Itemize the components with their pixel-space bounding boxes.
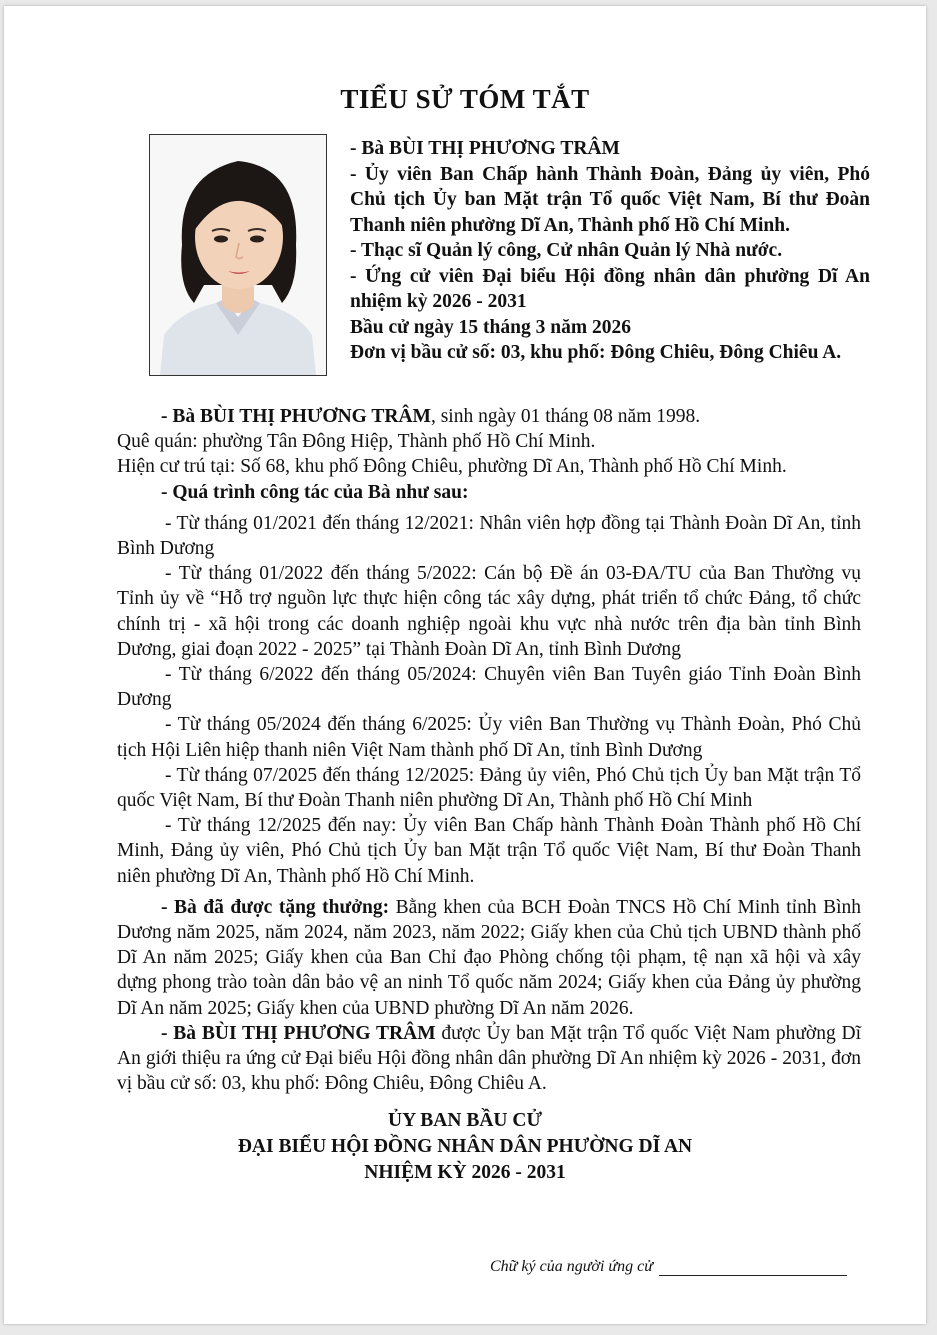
portrait-image [150,135,326,375]
hometown: Quê quán: phường Tân Đông Hiệp, Thành phố Hồ Chí Minh. [117,431,596,453]
summary-positions: - Ủy viên Ban Chấp hành Thành Đoàn, Đảng ủy viên, Phó Chủ tịch Ủy ban Mặt trận Tổ quốc Việt Nam, Bí thư Đoàn Thanh niên phường Dĩ An, Thành phố Hồ Chí Minh. [350,163,870,236]
career-item: - Từ tháng 01/2022 đến tháng 5/2022: Cán bộ Đề án 03-ĐA/TU của Ban Thường vụ Tỉnh ủy về “Hỗ trợ nguồn lực thực hiện công tác xây dựng, phát triển tổ chức Đảng, tổ chức chính trị - xã hội trong các doanh nghiệp ngoài khu vực nhà nước trên địa bàn tỉnh Bình Dương, giai đoạn 2022 - 2025” tại Thành Đoàn Dĩ An, tỉnh Bình Dương [117,563,861,660]
nomination-text: được Ủy ban Mặt trận Tổ quốc Việt Nam phường Dĩ An giới thiệu ra ứng cử Đại biểu Hội đồng nhân dân phường Dĩ An nhiệm kỳ 2026 - 2031, đơn vị bầu cử số: 03, khu phố: Đông Chiêu, Đông Chiêu A. [117,1022,861,1095]
nomination-name: - Bà BÙI THỊ PHƯƠNG TRÂM [161,1022,436,1044]
committee-line-1: ỦY BAN BẦU CỬ [387,1110,542,1131]
career-heading: - Quá trình công tác của Bà như sau: [161,481,469,503]
document-page [4,6,926,1324]
summary-candidacy: - Ứng cử viên Đại biểu Hội đồng nhân dân phường Dĩ An nhiệm kỳ 2026 - 2031 [350,265,870,312]
career-item: - Từ tháng 01/2021 đến tháng 12/2021: Nhân viên hợp đồng tại Thành Đoàn Dĩ An, tỉnh Bình Dương [117,512,861,560]
election-committee [4,1108,926,1186]
summary-unit: Đơn vị bầu cử số: 03, khu phố: Đông Chiêu, Đông Chiêu A. [350,342,842,363]
signature-label: Chữ ký của người ứng cử [490,1258,653,1275]
committee-line-3: NHIỆM KỲ 2026 - 2031 [364,1162,566,1183]
intro-birth: , sinh ngày 01 tháng 08 năm 1998. [430,406,701,427]
career-item: - Từ tháng 07/2025 đến tháng 12/2025: Đảng ủy viên, Phó Chủ tịch Ủy ban Mặt trận Tổ quốc Việt Nam, Bí thư Đoàn Thanh niên phường Dĩ An, Thành phố Hồ Chí Minh [117,764,861,812]
career-item: - Từ tháng 6/2022 đến tháng 05/2024: Chuyên viên Ban Tuyên giáo Tỉnh Đoàn Bình Dương [117,664,861,711]
residence: Hiện cư trú tại: Số 68, khu phố Đông Chiêu, phường Dĩ An, Thành phố Hồ Chí Minh. [117,456,787,478]
awards-text: Bằng khen của BCH Đoàn TNCS Hồ Chí Minh tỉnh Bình Dương năm 2025, năm 2024, năm 2023, năm 2022; Giấy khen của Chủ tịch UBND thành phố Dĩ An năm 2025; Giấy khen của Ban Chỉ đạo Phòng chống tội phạm, tệ nạn xã hội và xây dựng phong trào toàn dân bảo vệ an ninh Tổ quốc năm 2024; Giấy khen của Đảng ủy phường Dĩ An năm 2025; Giấy khen của UBND phường Dĩ An năm 2026. [117,896,862,1019]
summary-degrees: - Thạc sĩ Quản lý công, Cử nhân Quản lý Nhà nước. [350,240,783,261]
awards-paragraph [117,895,861,1021]
nomination-paragraph [117,1021,861,1097]
awards-label: - Bà đã được tặng thưởng: [161,896,390,918]
career-item: - Từ tháng 05/2024 đến tháng 6/2025: Ủy viên Ban Thường vụ Thành Đoàn, Phó Chủ tịch Hội Liên hiệp thanh niên Việt Nam thành phố Dĩ An, tỉnh Bình Dương [117,714,861,761]
committee-line-2: ĐẠI BIỂU HỘI ĐỒNG NHÂN DÂN PHƯỜNG DĨ AN [237,1136,693,1157]
career-item: - Từ tháng 12/2025 đến nay: Ủy viên Ban Chấp hành Thành Đoàn Thành phố Hồ Chí Minh, Đảng ủy viên, Phó Chủ tịch Ủy ban Mặt trận Tổ quốc Việt Nam, Bí thư Đoàn Thanh niên phường Dĩ An, Thành phố Hồ Chí Minh. [117,815,861,887]
summary-election-date: Bầu cử ngày 15 tháng 3 năm 2026 [350,316,631,338]
signature-line [659,1261,847,1276]
signature-area [490,1258,847,1276]
summary-name: - Bà BÙI THỊ PHƯƠNG TRÂM [350,138,620,159]
document-title: TIỂU SỬ TÓM TẮT [340,84,590,114]
portrait-photo [149,134,327,376]
intro-name: - Bà BÙI THỊ PHƯƠNG TRÂM [161,406,431,427]
candidate-summary [350,136,870,366]
intro-paragraph [117,404,861,429]
biography-body [117,404,861,1096]
